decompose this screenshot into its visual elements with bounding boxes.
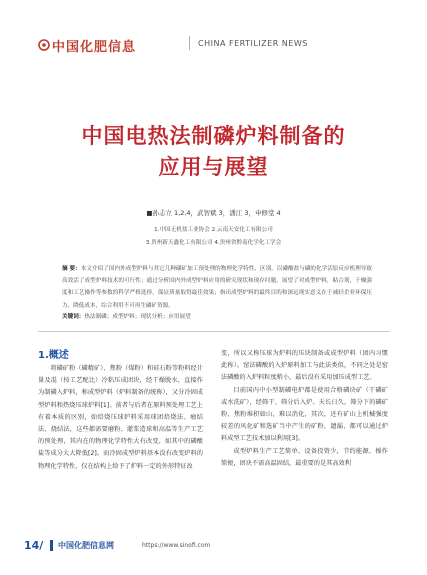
- keywords-text: 热法制磷；成型炉料；现状分析；应用展望: [84, 314, 191, 320]
- footer-url[interactable]: https://www.sinofi.com: [142, 542, 211, 549]
- article-title-line2: 应用与展望: [158, 155, 269, 179]
- journal-english-name: CHINA FERTILIZER NEWS: [198, 39, 308, 48]
- abstract-text: 本文介绍了国内外成型炉料与其它几种磷矿加工预处理的物理化学特性、区别，以磷酸盐与磷的化学活原反应机理导致高效活了成型炉料技术的可行性；通过分析国内外成型炉料应用的研究现状和现存问题，展望了对成型炉料，粘合剂，干燥强度和工艺操作等参数的科学严格选择，保证质量取得最佳效果；指出成型炉料的最终目的和深远现实意义在于减轻企业环保压力、降低成本，综合利用不可再生磷矿资源。: [62, 266, 372, 309]
- affiliation-line1: 1.中国无机盐工业协会 2.云南天安化工有限公司: [154, 227, 273, 233]
- page-number: 14/: [24, 539, 44, 552]
- abstract: [62, 263, 372, 312]
- paragraph: 变，所以又称压球为炉料的压块制备或成型炉料（团内习惯此称）。窑法磷酸的入炉原料加工与此法类似，不同之处是窑法磷酸的入炉料粒度稍小，最后没有采用加压成型工艺。: [221, 350, 388, 382]
- paragraph: 成型炉料生产工艺简单、设备投资少，节约能源，操作简便，团块不需高温固结，最重要的是其高效利: [221, 447, 388, 467]
- keywords: [62, 312, 372, 320]
- author-list: ■孙志立 1,2,4，武智斌 3，潘江 3，申修堂 4: [146, 209, 281, 217]
- abstract-label: 摘 要：: [62, 266, 81, 272]
- keywords-label: 关键词：: [62, 314, 85, 320]
- footer-site-name: 中国化肥信息网: [58, 541, 114, 550]
- abstract-divider: [38, 331, 390, 332]
- journal-logo: 中国化肥信息: [52, 40, 137, 55]
- affiliation-line2: 3.贵州新天鑫化工有限公司 4.贵州省黔南化学化工学会: [145, 240, 282, 246]
- logo-icon: [38, 36, 50, 48]
- header-divider: [189, 36, 190, 50]
- paragraph: 目前国内中小型制磷电炉都是使用合格磷块矿（干磷矿或水洗矿），经筛干、筛分后入炉。天长日久，筛分下的磷矿粉、焦粉堆积如山，难以消化，其次，还有矿山上机械强度较差的风化矿和选矿当中产生的矿粉，遗漏，都可以通过炉料成型工艺技术加以利用[3]。: [221, 386, 388, 443]
- article-title-line1: 中国电热法制磷炉料制备的: [81, 124, 346, 148]
- paragraph: 将磷矿粉（磷精矿）、焦粉（煤粉）和硅石粉等粉料经计量及混（按工艺配比）冷粘压成团块，经干燥脱水，直接作为制磷入炉料，称成型炉料（炉料制备的统称），又分冷固成型炉料和热烧压球炉料[1]。前者与后者在原料预处理工艺上有着本质的区别，如焙烧压球炉料采用球团焙烧法、瘤结法、烧结法，这些都需要磨粉、灌浆造球和高温等生产工艺的预处理，其内在的物理化学特性大有改变，如其中的磷酸盐等成分大大降低[2]。而冷固成型炉料基本没有改变炉料的物理化学特性，仅在结构上给予了炉料一定的外形特征改: [38, 365, 203, 470]
- body-column-left: [38, 363, 203, 473]
- body-column-right: [221, 348, 388, 470]
- footer-accent-bar: [50, 540, 53, 551]
- section-heading: 1.概述: [38, 350, 69, 361]
